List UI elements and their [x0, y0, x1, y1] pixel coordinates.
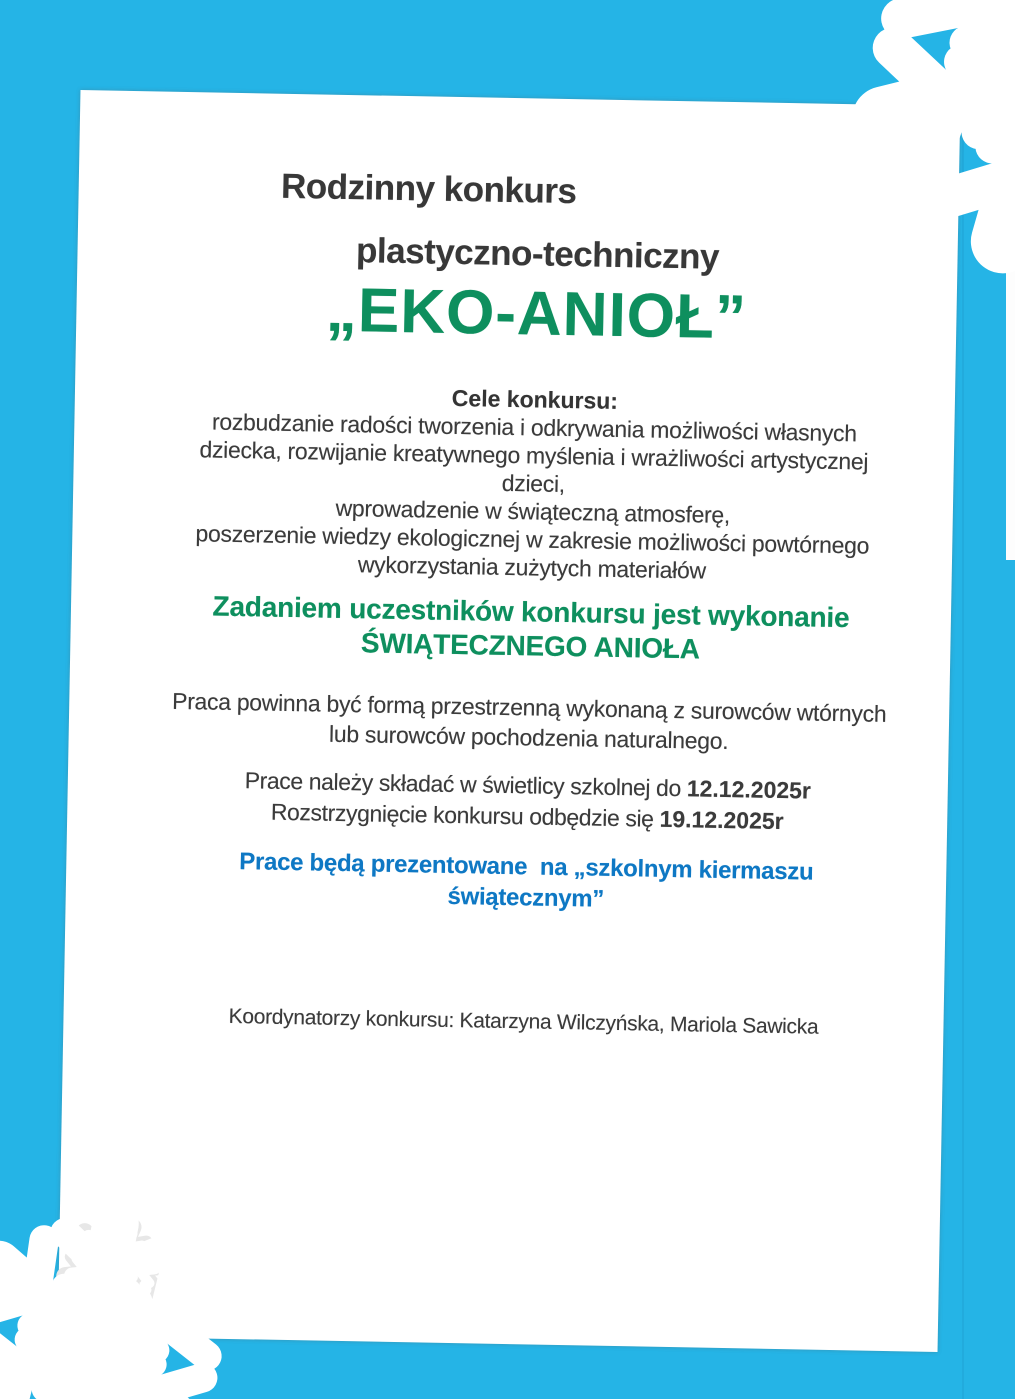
task-line2: ŚWIĄTECZNEGO ANIOŁA	[360, 627, 701, 665]
coordinators-line: Koordynatorzy konkursu: Katarzyna Wilczyńska, Mariola Sawicka	[228, 1004, 819, 1039]
deadlines-paragraph	[107, 763, 948, 840]
goals-paragraph	[112, 406, 955, 589]
submission-deadline-date: 12.12.2025r	[686, 775, 812, 804]
presentation-line1: Prace będą prezentowane na „szkolnym kiermaszu	[239, 848, 814, 886]
poster-heading-line1: Rodzinny konkurs	[280, 166, 577, 212]
results-date-text: Rozstrzygnięcie konkursu odbędzie się	[270, 798, 660, 832]
results-date-date: 19.12.2025r	[659, 805, 784, 835]
presentation-line2: świątecznym”	[447, 882, 605, 913]
goals-line: dzieci,	[501, 469, 566, 497]
task-line1: Zadaniem uczestników konkursu jest wykonanie	[212, 590, 850, 634]
goals-heading: Cele konkursu:	[451, 384, 619, 414]
goals-line: wykorzystania zużytych materiałów	[357, 551, 707, 584]
poster-title: „EKO-ANIOŁ”	[325, 275, 748, 353]
requirements-line1: Praca powinna być formą przestrzenną wykonaną z surowców wtórnych	[171, 687, 887, 727]
goals-line: poszerzenie wiedzy ekologicznej w zakresie możliwości powtórnego	[195, 520, 870, 559]
goals-line: rozbudzanie radości tworzenia i odkrywania możliwości własnych	[211, 408, 857, 447]
goals-line: dziecka, rozwijanie kreatywnego myślenia i wrażliwości artystycznej	[199, 436, 869, 475]
goals-line: wprowadzenie w świąteczną atmosferę,	[335, 494, 731, 529]
task-statement	[110, 588, 951, 671]
poster-heading-line2: plastyczno-techniczny	[355, 231, 720, 277]
requirements-paragraph	[108, 685, 949, 760]
scan-edge-artifact	[1006, 0, 1015, 560]
submission-deadline-text: Prace należy składać w świetlicy szkolnej do	[244, 767, 688, 802]
poster-paper	[58, 90, 961, 1352]
presentation-note	[106, 844, 947, 921]
scan-fold-line	[962, 100, 964, 1399]
requirements-line2: lub surowców pochodzenia naturalnego.	[328, 720, 729, 755]
